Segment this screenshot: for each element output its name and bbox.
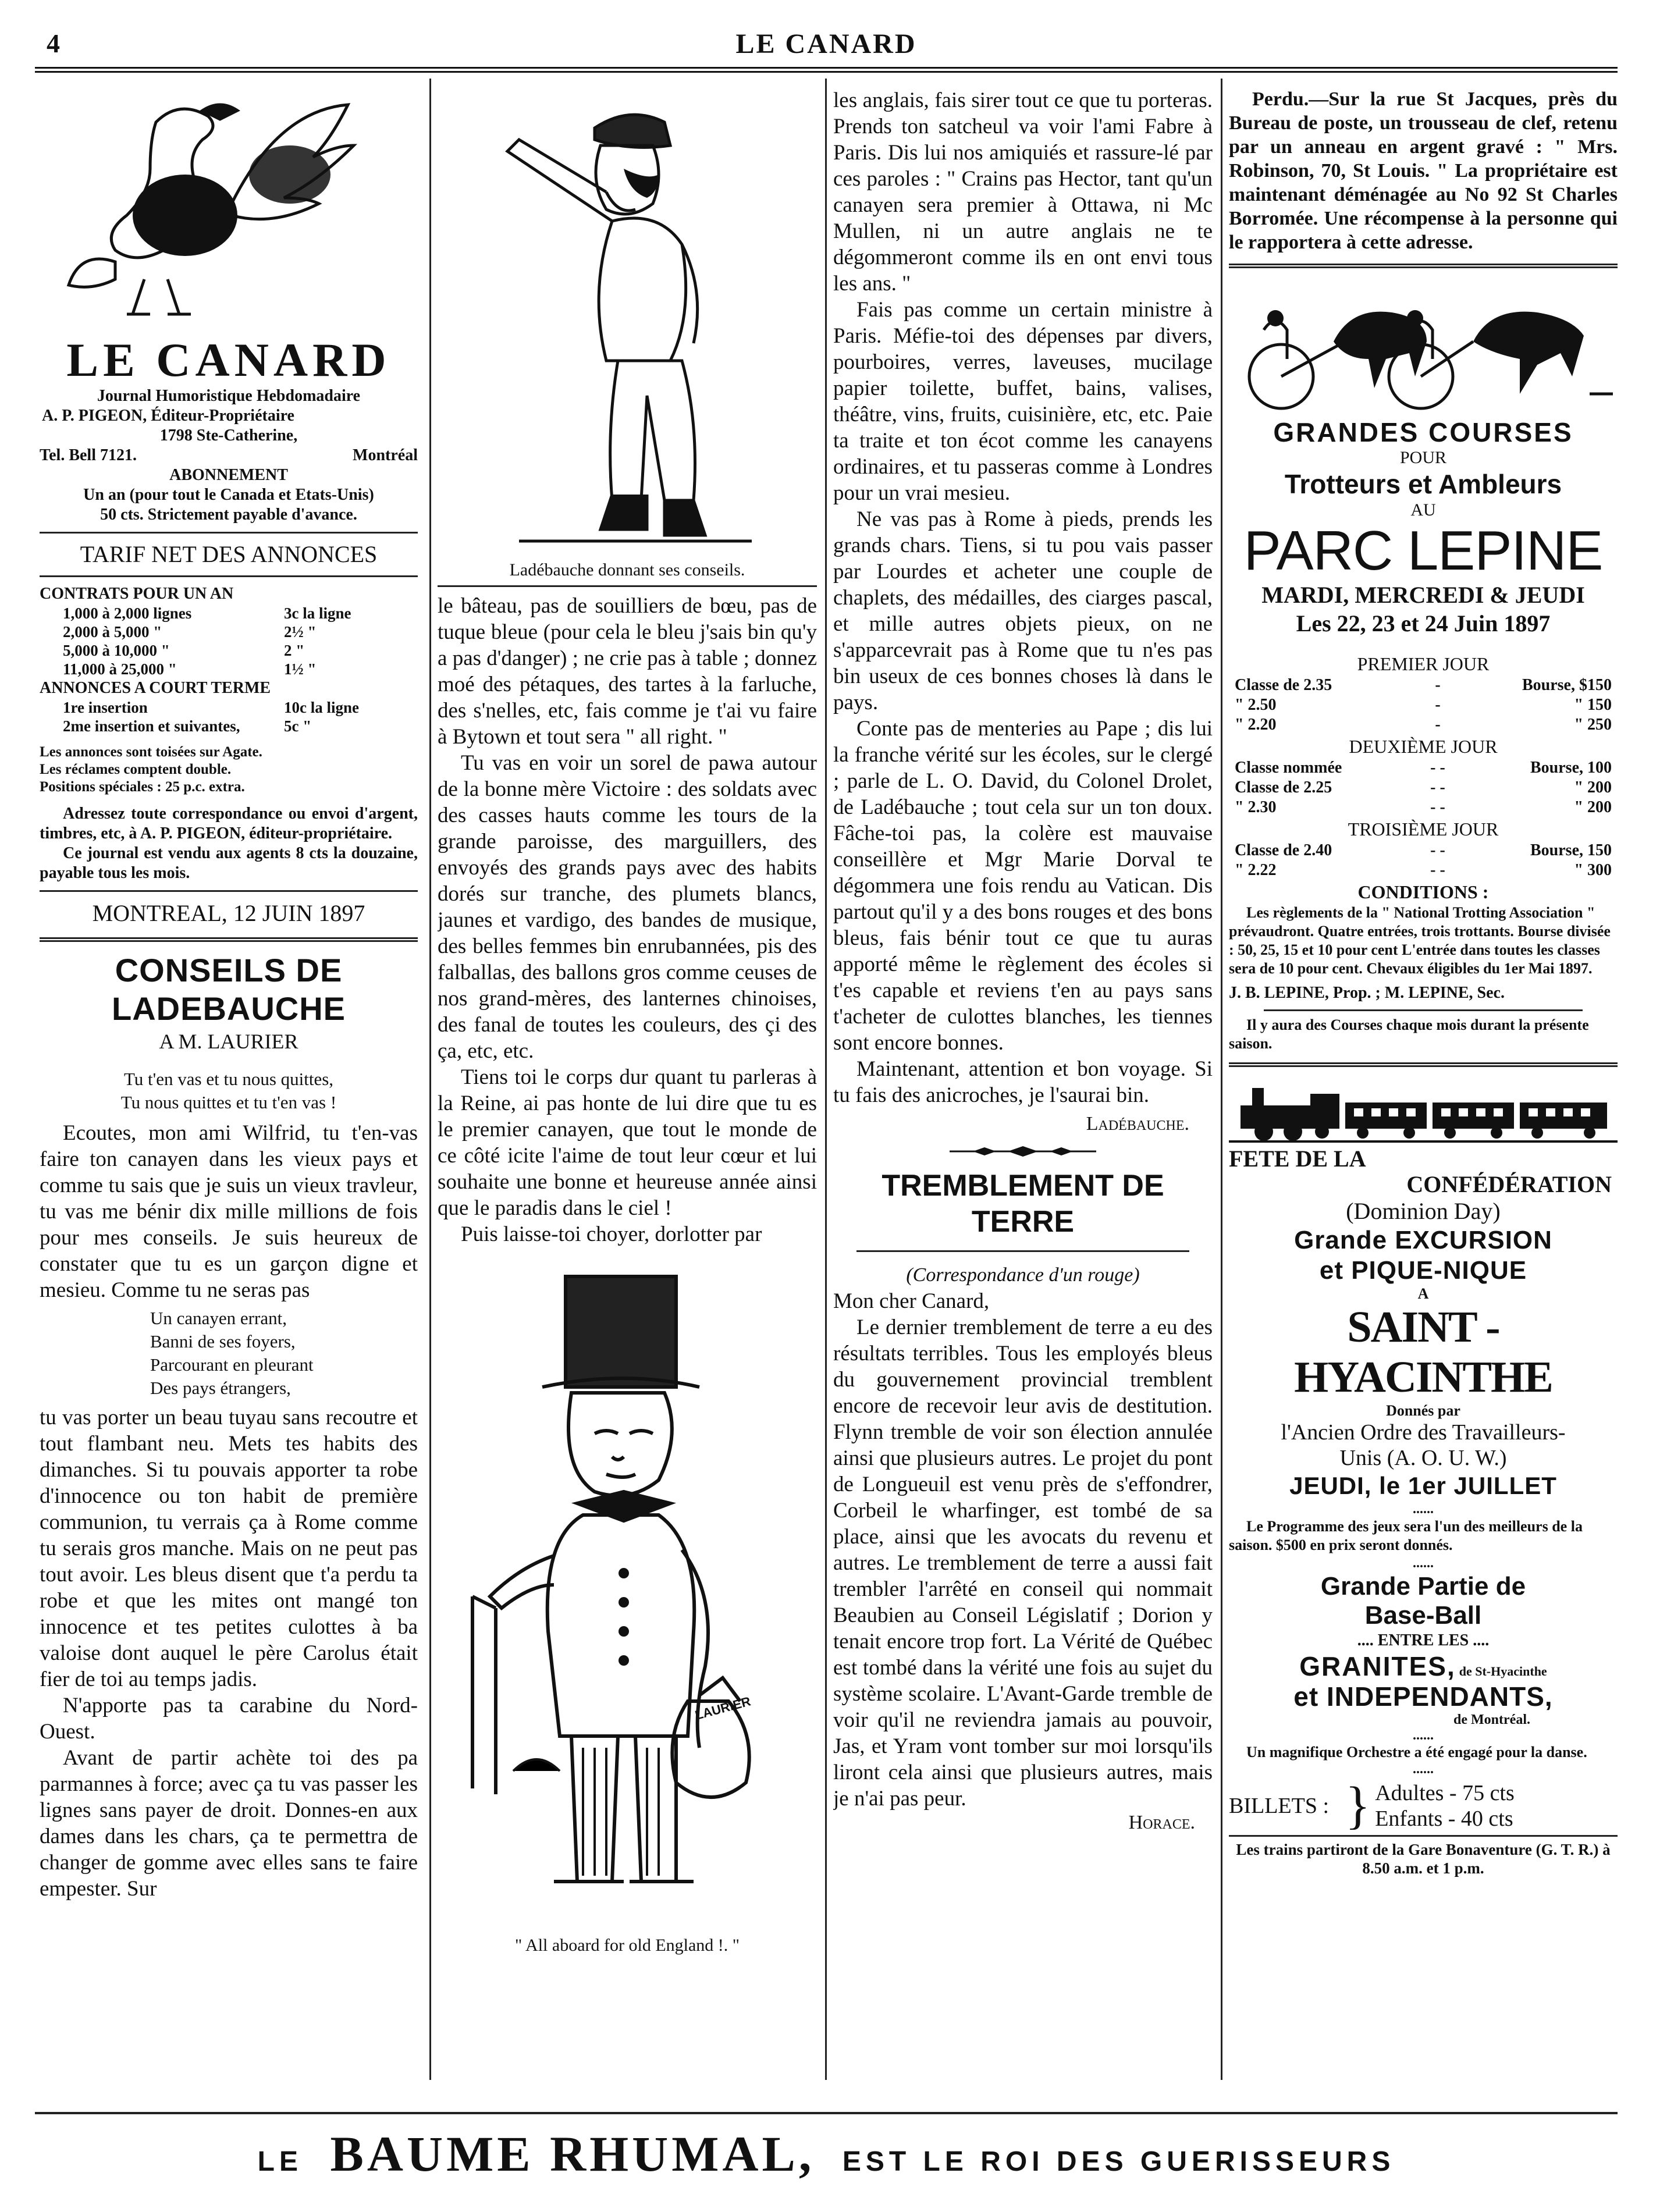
paragraph: Tu vas en voir un sorel de pawa autour de la bonne mère Victoire : des soldats avec des casses hauts comme les tours de la grande paroisse, des marguillers, des envoyés des grands pays avec des habits dorés sur tranche, des plumets blancs, jaunes et vardigo, des bandes de musique, des belles femmes bin enrubannées, pis des falballas, des ballons gros comme ceuses de nos grand-mères, des lanternes chinoises, des fanal de toutes les couleurs, des çi des ça, etc, etc. — [438, 751, 817, 1063]
divider — [856, 1250, 1189, 1252]
footer-le: LE — [257, 2146, 303, 2177]
partie-headline: Grande Partie de — [1320, 1572, 1526, 1601]
footer-tagline: EST LE ROI DES GUERISSEURS — [842, 2146, 1395, 2177]
team-origin: de St-Hyacinthe — [1459, 1664, 1547, 1678]
courses-subhead: Trotteurs et Ambleurs — [1284, 469, 1562, 499]
article-title: CONSEILS DE LADEBAUCHE — [112, 952, 346, 1027]
verse-line: Banni de ses foyers, — [150, 1331, 296, 1352]
paragraph: tu vas porter un beau tuyau sans recoutre et tout flambant neu. Mets tes habits des dimanches. Si tu pouvais apporter ta robe d'innocence ou ton habit de première communion, tu verrais ça à Rome comme tu serais gros manche. Mais on ne peut pas tout avoir. Les bleus disent que t'a perdu ta robe et que les mites ont mangé ton innocence et tes petites culottes à ba valoise dont auquel le père Carolus était fier de toi au temps jadis. — [40, 1406, 418, 1691]
footer-rule — [35, 2112, 1618, 2114]
jour-title: TROISIÈME JOUR — [1348, 819, 1499, 840]
price-adultes: Adultes - 75 cts — [1375, 1781, 1515, 1805]
billets-block — [1229, 1777, 1618, 1834]
abonnement-line: 50 cts. Strictement payable d'avance. — [100, 506, 357, 524]
ornament-divider — [833, 1146, 1213, 1157]
entre-les: .... ENTRE LES .... — [1357, 1631, 1490, 1649]
excursion-a: A — [1417, 1285, 1429, 1302]
courses-signature: J. B. LEPINE, Prop. ; M. LEPINE, Sec. — [1229, 984, 1505, 1002]
header-rule — [35, 67, 1618, 73]
price-enfants: Enfants - 40 cts — [1375, 1806, 1513, 1831]
divider — [1229, 1835, 1618, 1837]
courses-note: Il y aura des Courses chaque mois durant la présente saison. — [1229, 1016, 1589, 1052]
brace: } — [1345, 1777, 1371, 1834]
jour-title: DEUXIÈME JOUR — [1349, 736, 1498, 757]
paragraph: Avant de partir achète toi des pa parmannes à force; avec ça tu vas passer les lignes sans payer de droit. Donnes-en aux dames dans les chars, ça te permettra de changer de gomme avec elles sans te faire empester. Sur — [40, 1746, 418, 1901]
paragraph: Puis laisse-toi choyer, dorlotter par — [461, 1222, 762, 1246]
tel-line — [40, 446, 418, 465]
ordre-line: Unis (A. O. U. W.) — [1339, 1446, 1507, 1470]
column-divider — [825, 79, 827, 2080]
footer-product: BAUME RHUMAL, — [330, 2126, 815, 2182]
paragraph: les anglais, fais sirer tout ce que tu porteras. Prends ton satcheul va voir l'ami Fabre à Paris. Dis lui nos amiquiés et rassure-lé par ces paroles : " Crains pas Hector, tant qu'un canayen sera premier à Ottawa, ni Mc Mullen, ni un autre anglais ne te dégommeront comme ils en ont envi tous les ans. " — [833, 88, 1213, 296]
tarif-row: 2,000 à 5,000 " 2½ " — [63, 623, 317, 641]
column-divider — [1221, 79, 1222, 2080]
satchel-label: LAURIER — [693, 1694, 752, 1723]
dots: ...... — [1413, 1502, 1434, 1517]
race-row: " 2.22 - - " 300 — [1235, 861, 1612, 879]
column-2 — [438, 87, 817, 1957]
saint-hyacinthe: SAINT - HYACINTHE — [1294, 1303, 1552, 1402]
lost-notice: Perdu.—Sur la rue St Jacques, près du Bureau de poste, un trousseau de clef, retenu par un anneau en argent gravé : " Mrs. Robinson, 70, St Louis. " La propriétaire est maintenant déménagée au No 92 St Charles Borromée. Une récompense à la personne qui le rapportera à cette adresse. — [1229, 88, 1618, 253]
courses-days: MARDI, MERCREDI & JEUDI — [1261, 582, 1585, 608]
signature: Horace. — [1128, 1812, 1195, 1833]
dots: ...... — [1413, 1728, 1434, 1743]
paragraph: Ne vas pas à Rome à pieds, prends les grands chars. Tiens, si tu pou vais passer par Lourdes et acheter une couple de chaplets, des médailles, des ciarges pascal, et mille autres objets pieux, on ne s'apparcevrait pas à Rome que tu n'es pas bin useux de ces bonnes choses là dans le pays. — [833, 507, 1213, 714]
paragraph: Tiens toi le corps dur quant tu parleras à la Reine, ai pas honte de lui dire que tu es le premier canayen, que tout le monde de ce côté icite l'aime de tout leur cœur et lui souhaite une bonne et heureuse année ainsi que le paradis dans le ciel ! — [438, 1065, 817, 1220]
sulky-illustration — [1229, 278, 1618, 417]
epigraph: Tu t'en vas et tu nous quittes, — [123, 1069, 334, 1089]
tarif-row: 11,000 à 25,000 " 1½ " — [63, 660, 317, 678]
race-row: Classe nommée - - Bourse, 100 — [1235, 759, 1612, 777]
footer-ad — [35, 2125, 1618, 2183]
article-subtitle: A M. LAURIER — [159, 1030, 298, 1053]
contrats-table — [40, 604, 418, 678]
footer-banner — [35, 2112, 1618, 2182]
courses-au: AU — [1410, 500, 1436, 520]
dots: ...... — [1413, 1556, 1434, 1571]
column-4 — [1229, 87, 1618, 1877]
telephone: Tel. Bell 7121. — [40, 446, 137, 464]
editor: A. P. PIGEON, Éditeur-Propriétaire — [42, 407, 294, 425]
granites-line — [1229, 1651, 1618, 1681]
team-granites: GRANITES, — [1299, 1651, 1456, 1681]
caption: " All aboard for old England !. " — [514, 1936, 740, 1955]
race-row: " 2.50 - " 150 — [1235, 696, 1612, 714]
laurier-caricature — [438, 1247, 817, 1934]
paragraph: Le dernier tremblement de terre a eu des résultats terribles. Tous les employés bleus du gouvernement provincial tremblent encore de recevoir leur avis de destitution. Flynn tremble de voir son élection annulée ainsi que plusieurs autres. Le projet du pont de Longueuil est venu près de s'effondrer, Corbeil le wharfinger, est tombé de sa place, ainsi que les avocats du revenu et autres. Le tremblement de terre a aussi fait trembler l'arrêté en conseil qui nommait Beaubien au Conseil Législatif ; Dorion y tenait encore trop fort. La Vérité de Québec est tombé dans la vérité une fois au sujet du système scolaire. L'Avant-Garde tremble de voir qu'il ne reviendra jamais au pouvoir, Jas, et Yram vont tomber sur moi lorsqu'ils liront cela ainsi que plusieurs autres, mais je n'ai pas peur. — [833, 1315, 1213, 1811]
orchestre: Un magnifique Orchestre a été engagé pour la danse. — [1246, 1744, 1587, 1761]
dots: ...... — [1413, 1762, 1434, 1777]
signature: Ladébauche. — [1086, 1113, 1189, 1135]
paragraph: Conte pas de menteries au Pape ; dis lui la franche vérité sur les écoles, sur le clergé ; parle de L. O. David, du Colonel Drolet, de Ladébauche ; tout cela sur un ton doux. Fâche-toi pas, la colère est mauvaise conseillère et Mgr Marie Dorval te dégommera une fois rendu au Vatican. Dis partout qu'il y a des bons rouges et des bons bleus, fais bénir tout ce que tu auras apporté même le règlement des écoles si t'es capable et reviens t'en au pays sans t'acheter de culottes blanches, les tiennes sont encore bonnes. — [833, 717, 1213, 1055]
notes — [40, 744, 418, 796]
race-row: " 2.20 - " 250 — [1235, 716, 1612, 734]
divider — [438, 585, 817, 587]
column-divider — [429, 79, 431, 2080]
note: Les réclames comptent double. — [40, 762, 232, 777]
page-header — [35, 23, 1618, 70]
ladebauche-illustration — [438, 87, 817, 559]
divider — [1264, 1009, 1583, 1011]
tarif-row: 1,000 à 2,000 lignes 3c la ligne — [63, 604, 351, 622]
race-row: " 2.30 - - " 200 — [1235, 798, 1612, 816]
partie-headline: Base-Ball — [1364, 1601, 1482, 1630]
tarif-row: 5,000 à 10,000 " 2 " — [63, 642, 305, 659]
fete-line: CONFÉDÉRATION — [1406, 1171, 1612, 1197]
date-jeudi: JEUDI, le 1er JUILLET — [1289, 1472, 1557, 1499]
parc-lepine: PARC LEPINE — [1243, 520, 1603, 582]
column-1 — [40, 87, 418, 1902]
race-row: Classe de 2.35 - Bourse, $150 — [1235, 676, 1612, 694]
jour-title: PREMIER JOUR — [1357, 653, 1490, 674]
programme: Le Programme des jeux sera l'un des meilleurs de la saison. $500 en prix seront donnés. — [1229, 1518, 1583, 1553]
race-row: Classe de 2.40 - - Bourse, 150 — [1235, 841, 1612, 859]
fete-line: (Dominion Day) — [1346, 1198, 1501, 1224]
courses-headline: GRANDES COURSES — [1273, 417, 1573, 447]
paragraph: Fais pas comme un certain ministre à Paris. Méfie-toi des dépenses par divers, pourboires, verres, laveuses, mucilage papier toilette, buffet, bains, valises, théâtre, vins, fruits, cuisinière, etc, etc. Paie ta traite et ton écot comme les canayens ordinaires, et tu passeras comme à Londres pour un vrai mesieu. — [833, 298, 1213, 505]
tarif-row: 2me insertion et suivantes, 5c " — [63, 717, 312, 735]
abonnement-line: Un an (pour tout le Canada et Etats-Unis) — [83, 486, 374, 504]
masthead-subtitle: Journal Humoristique Hebdomadaire — [97, 387, 361, 405]
conditions: Les règlements de la " National Trotting Association " prévaudront. Quatre entrées, trois trottants. Bourse divisée : 50, 25, 15 et 10 pour cent L'entrée dans toutes les classes sera de 10 pour cent. Chevaux éligibles du 1er Mai 1897. — [1229, 904, 1611, 977]
paragraph: Maintenant, attention et bon voyage. Si tu fais des anicroches, je l'saurai bin. — [833, 1057, 1213, 1107]
article-title: TREMBLEMENT DE TERRE — [882, 1169, 1164, 1239]
billets-label: BILLETS : — [1229, 1794, 1330, 1818]
team-origin: de Montréal. — [1453, 1712, 1530, 1727]
note: Positions spéciales : 25 p.c. extra. — [40, 779, 245, 795]
tarif-row: 1re insertion 10c la ligne — [63, 699, 359, 716]
verse-line: Un canayen errant, — [150, 1308, 287, 1328]
divider — [40, 937, 418, 942]
conditions-title: CONDITIONS : — [1357, 881, 1489, 902]
city: Montréal — [353, 446, 418, 464]
masthead: LE CANARD — [66, 333, 391, 386]
salutation: Mon cher Canard, — [833, 1289, 990, 1313]
paragraph: N'apporte pas ta carabine du Nord-Ouest. — [40, 1694, 418, 1744]
divider — [40, 532, 418, 534]
abonnement-title: ABONNEMENT — [169, 466, 288, 484]
dateline: MONTREAL, 12 JUIN 1897 — [92, 900, 365, 926]
column-3 — [833, 87, 1213, 1834]
fete-line: FETE DE LA — [1229, 1146, 1366, 1172]
divider — [40, 890, 418, 892]
courses-dates: Les 22, 23 et 24 Juin 1897 — [1296, 610, 1551, 636]
race-row: Classe de 2.25 - - " 200 — [1235, 778, 1612, 796]
epigraph: Tu nous quittes et tu t'en vas ! — [120, 1092, 337, 1112]
note: Les annonces sont toisées sur Agate. — [40, 744, 262, 760]
ordre-line: l'Ancien Ordre des Travailleurs- — [1281, 1420, 1566, 1445]
newspaper-title: LE CANARD — [735, 29, 917, 59]
divider — [1229, 1062, 1618, 1067]
tarif-title: TARIF NET DES ANNONCES — [80, 541, 378, 567]
excursion-headline: et PIQUE-NIQUE — [1319, 1256, 1527, 1285]
excursion-headline: Grande EXCURSION — [1294, 1226, 1552, 1254]
verse-line: Des pays étrangers, — [150, 1378, 291, 1398]
divider — [40, 575, 418, 577]
article-subtitle: (Correspondance d'un rouge) — [906, 1264, 1140, 1286]
duck-illustration — [40, 87, 418, 332]
address: 1798 Ste-Catherine, — [159, 426, 298, 444]
team-independants: et INDEPENDANTS, — [1293, 1681, 1553, 1712]
caption: Ladébauche donnant ses conseils. — [509, 560, 745, 579]
paragraph: le bâteau, pas de souilliers de bœu, pas de tuque bleue (pour cela le bleu j'sais bin qu'y a pas d'danger) ; ne crie pas à table ; donnez moé des pétaques, des tartes à la farluche, des s'nelles, etc, fais comme je t'ai vu faire à Bytown et tout sera " all right. " — [438, 594, 817, 749]
train-illustration — [1229, 1076, 1618, 1146]
courses-pour: POUR — [1399, 448, 1447, 467]
page-number: 4 — [47, 29, 60, 58]
court-table — [40, 698, 418, 735]
court-title: ANNONCES A COURT TERME — [40, 679, 271, 697]
vendu: Ce journal est vendu aux agents 8 cts la douzaine, payable tous les mois. — [40, 844, 418, 882]
divider — [1229, 264, 1618, 268]
trains-info: Les trains partiront de la Gare Bonaventure (G. T. R.) à 8.50 a.m. et 1 p.m. — [1236, 1841, 1611, 1877]
paragraph: Ecoutes, mon ami Wilfrid, tu t'en-vas faire ton canayen dans les vieux pays et comme tu sais que je suis un vieux travleur, tu vas me bénir dix mille millions de fois pour mes conseils. Je suis heureux de constater que tu es un garçon digne et mesieu. Comme tu ne seras pas — [40, 1121, 418, 1302]
contrats-title: CONTRATS POUR UN AN — [40, 585, 234, 603]
adresser: Adressez toute correspondance ou envoi d'argent, timbres, etc, à A. P. PIGEON, éditeur-propriétaire. — [40, 805, 418, 842]
donnes-par: Donnés par — [1386, 1402, 1460, 1419]
verse-line: Parcourant en pleurant — [150, 1354, 314, 1375]
